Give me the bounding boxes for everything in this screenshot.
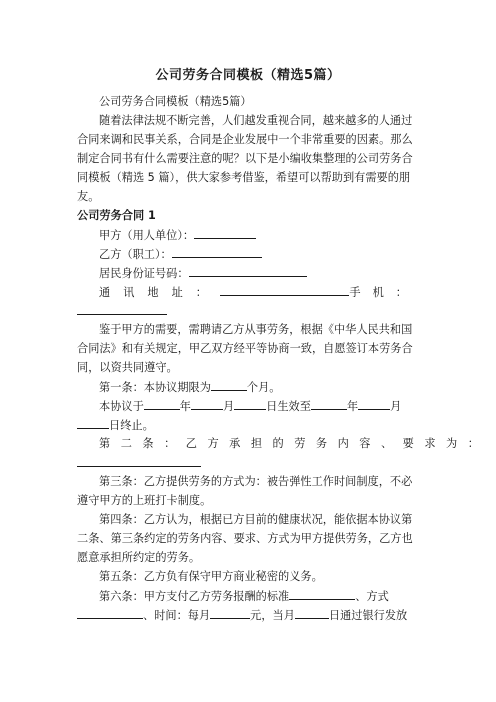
intro-line-3: 制定合同书有什么需要注意的呢？以下是小编收集整理的公司劳务合 [77, 152, 413, 165]
date-start-text: 本协议于 [99, 400, 144, 413]
article-2-blank [77, 453, 201, 467]
article-2: 第二条：乙方承担的劳务内容、要求为： [99, 437, 490, 450]
mobile-blank [77, 301, 167, 315]
article-4-line-3: 愿意承担所约定的劳务。 [77, 551, 201, 564]
para1-line-2: 合同法》和有关规定，甲乙双方经平等协商一致，自愿签订本劳务合 [77, 342, 413, 355]
intro-line-1: 随着法律法规不断完善，人们越发重视合同，越来越多的人通过 [99, 114, 413, 127]
end-month-blank [358, 396, 390, 410]
party-b-blank [172, 244, 262, 258]
article-1 [77, 377, 441, 397]
article-1-blank [211, 377, 247, 391]
article-3-line-1: 第三条：乙方提供劳务的方式为：被告弹性工作时间制度，不必 [99, 475, 413, 488]
para1-line-1: 鉴于甲方的需要，需聘请乙方从事劳务，根据《中华人民共和国 [99, 323, 413, 336]
article-2-blank-line [77, 453, 419, 473]
article-1-dates-end [77, 415, 419, 435]
mobile-label: 手机： [349, 286, 419, 299]
party-a-label: 甲方（用人单位）： [99, 229, 195, 242]
article-1-text: 第一条：本协议期限为 [99, 381, 211, 394]
address-blank [220, 282, 349, 296]
article-1-dates [77, 396, 441, 416]
address-label: 通讯地址： [99, 286, 220, 299]
article-6-day-blank [295, 605, 329, 619]
article-1-end: 个月。 [246, 381, 281, 394]
para1-line-3: 同，以资共同遵守。 [77, 361, 178, 374]
document-title: 公司劳务合同模板（精选5篇） [155, 68, 341, 83]
end-day-blank [77, 415, 109, 429]
intro-line-2: 合同来调和民事关系，合同是企业发展中一个非常重要的因素。那么 [77, 133, 413, 146]
article-6-line-2 [77, 605, 419, 625]
party-a-blank [194, 225, 256, 239]
article-5: 第五条：乙方负有保守甲方商业秘密的义务。 [99, 570, 323, 583]
article-6-method-blank [77, 605, 143, 619]
article-6-line-1 [77, 586, 441, 606]
address-mobile-field [77, 282, 419, 302]
article-4-line-1: 第四条：乙方认为，根据已方目前的健康状况，能依据本协议第 [99, 513, 413, 526]
intro-title: 公司劳务合同模板（精选5篇） [99, 95, 252, 108]
article-6-text-b: 、方式 [355, 590, 389, 603]
mobile-blank-line [77, 301, 419, 321]
article-4-line-2: 二条、第三条约定的劳务内容、要求、方式为甲方提供劳务，乙方也 [77, 532, 413, 545]
start-month-blank [191, 396, 223, 410]
article-3-line-2: 遵守甲方的上班打卡制度。 [77, 494, 212, 507]
article-6-text-e: 日通过银行发放 [328, 609, 408, 622]
party-b-field [77, 244, 441, 264]
article-6-text-c: 、时间：每月 [143, 609, 211, 622]
date-end-text: 日终止。 [109, 419, 154, 432]
id-number-blank [189, 263, 307, 277]
party-a-field [77, 225, 441, 245]
id-number-field [77, 263, 441, 283]
start-day-blank [234, 396, 266, 410]
month2-label: 月 [390, 400, 402, 413]
article-6-standard-blank [289, 586, 355, 600]
article-6-amount-blank [210, 605, 250, 619]
intro-line-5: 友。 [77, 190, 100, 203]
party-b-label: 乙方（职工）： [99, 248, 172, 261]
intro-line-4: 同模板（精选 5 篇），供大家参考借鉴，希望可以帮助到有需要的朋 [77, 171, 411, 184]
id-number-label: 居民身份证号码： [99, 267, 189, 280]
year2-label: 年 [346, 400, 359, 413]
month-label: 月 [222, 400, 235, 413]
start-year-blank [144, 396, 180, 410]
year-label: 年 [179, 400, 191, 413]
end-year-blank [311, 396, 347, 410]
article-6-text-d: 元，当月 [250, 609, 295, 622]
day-until-label: 日生效至 [266, 400, 311, 413]
section-heading-1: 公司劳务合同 1 [77, 209, 156, 222]
article-6-text-a: 第六条：甲方支付乙方劳务报酬的标准 [99, 590, 290, 603]
